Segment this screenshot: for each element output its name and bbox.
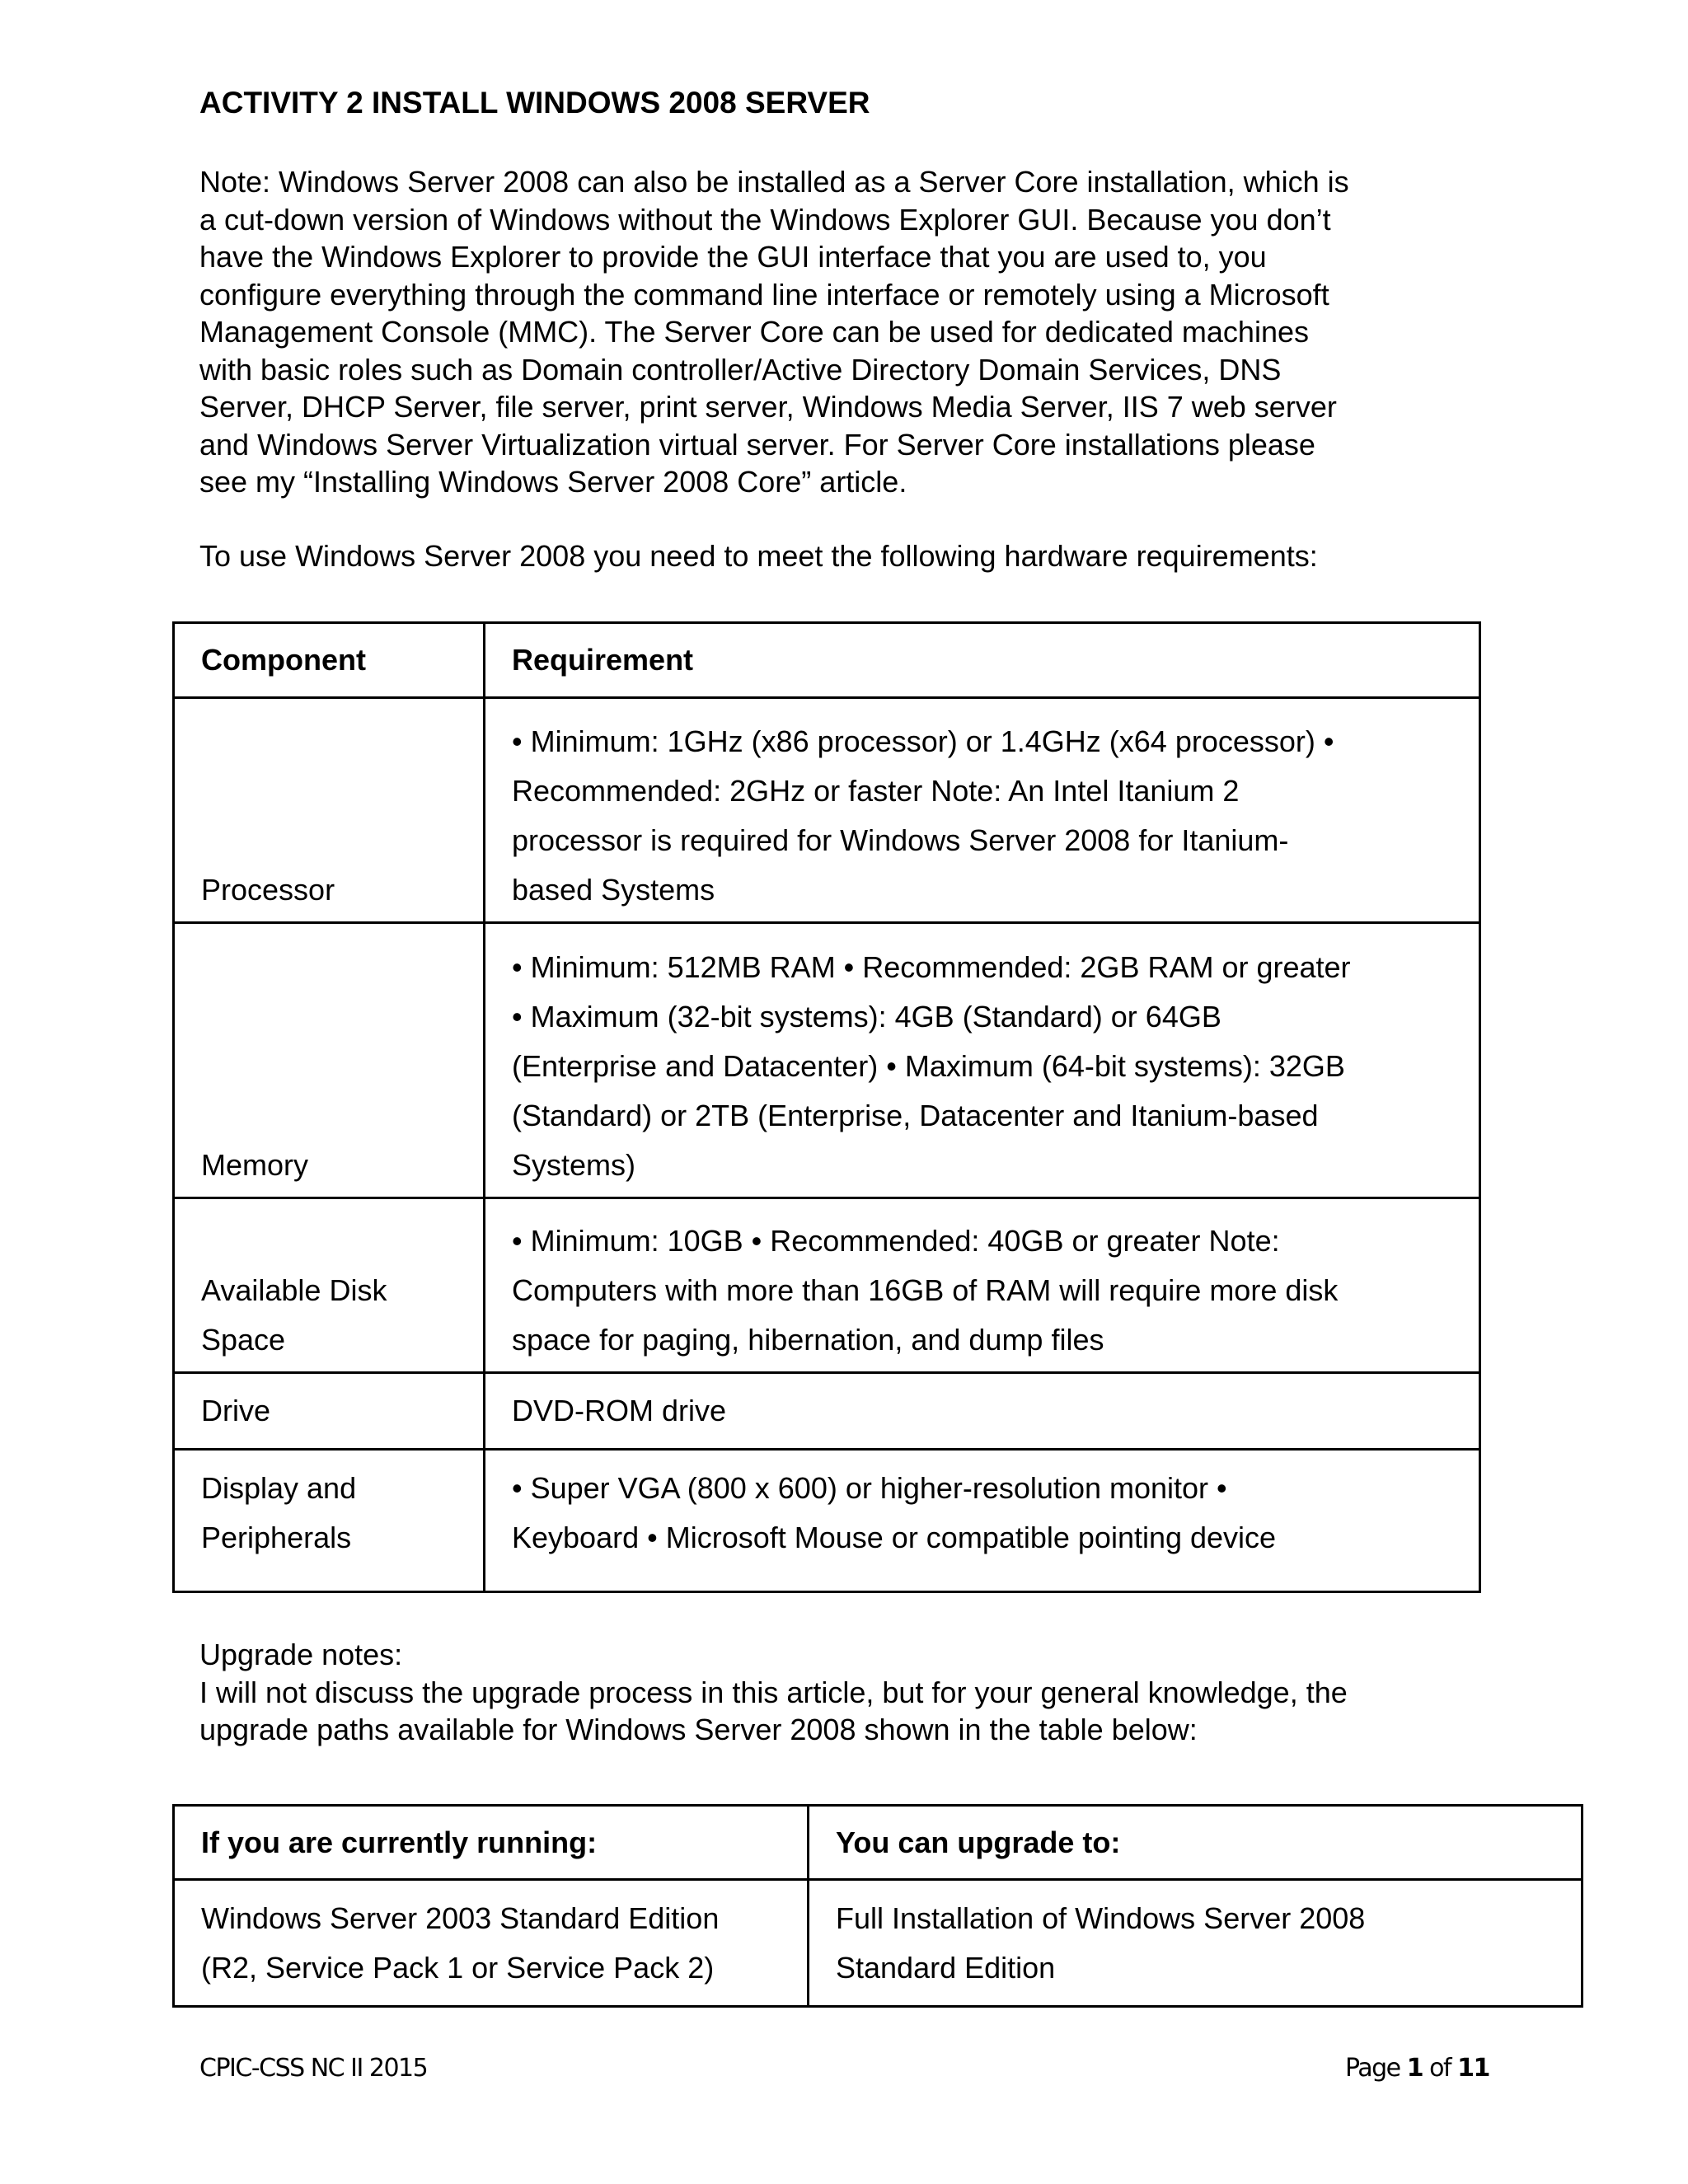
page-current: 1 bbox=[1406, 2054, 1423, 2083]
text-line: I will not discuss the upgrade process in this article, but for your general knowledge, the bbox=[199, 1675, 1348, 1709]
text-line: configure everything through the command line interface or remotely using a Microsoft bbox=[199, 277, 1329, 312]
requirements-lead bbox=[199, 537, 1485, 575]
component-cell bbox=[174, 1450, 485, 1592]
cell-text: processor is required for Windows Server 2008 for Itanium- bbox=[512, 823, 1289, 857]
cell-text: Standard Edition bbox=[836, 1950, 1056, 1985]
cell-text: (R2, Service Pack 1 or Service Pack 2) bbox=[201, 1950, 715, 1985]
cell-text: DVD-ROM drive bbox=[512, 1394, 727, 1427]
cell-text: (Enterprise and Datacenter) • Maximum (64-bit systems): 32GB bbox=[512, 1049, 1345, 1083]
cell-text: Full Installation of Windows Server 2008 bbox=[836, 1900, 1366, 1935]
table-row bbox=[174, 1450, 1480, 1592]
cell-text: • Minimum: 512MB RAM • Recommended: 2GB RAM or greater bbox=[512, 950, 1351, 984]
component-cell bbox=[174, 698, 485, 923]
cell-text: Drive bbox=[201, 1394, 271, 1427]
cell-text: • Minimum: 10GB • Recommended: 40GB or greater Note: bbox=[512, 1224, 1280, 1258]
cell-text: space for paging, hibernation, and dump files bbox=[512, 1323, 1104, 1357]
text-line: upgrade paths available for Windows Server 2008 shown in the table below: bbox=[199, 1713, 1198, 1746]
column-header-current: If you are currently running: bbox=[174, 1806, 809, 1880]
cell-text: based Systems bbox=[512, 873, 715, 907]
column-header-component: Component bbox=[174, 623, 485, 698]
intro-paragraph bbox=[199, 163, 1485, 501]
component-cell bbox=[174, 923, 485, 1198]
text-line: a cut-down version of Windows without the Windows Explorer GUI. Because you don’t bbox=[199, 202, 1331, 237]
cell-text: Computers with more than 16GB of RAM will require more disk bbox=[512, 1273, 1339, 1307]
table-row bbox=[174, 1373, 1480, 1450]
cell-text: Recommended: 2GHz or faster Note: An Intel Itanium 2 bbox=[512, 774, 1240, 808]
cell-text: Windows Server 2003 Standard Edition bbox=[201, 1900, 720, 1935]
section-heading: Upgrade notes: bbox=[199, 1638, 403, 1671]
current-os-cell bbox=[174, 1880, 809, 2007]
table-row bbox=[174, 698, 1480, 923]
text-line: Management Console (MMC). The Server Core can be used for dedicated machines bbox=[199, 315, 1309, 349]
hardware-requirements-table bbox=[172, 621, 1481, 1593]
text-line: Server, DHCP Server, file server, print server, Windows Media Server, IIS 7 web server bbox=[199, 390, 1337, 424]
cell-text: (Standard) or 2TB (Enterprise, Datacenter and Itanium-based bbox=[512, 1099, 1319, 1132]
text-line: To use Windows Server 2008 you need to meet the following hardware requirements: bbox=[199, 539, 1318, 573]
text-line: Note: Windows Server 2008 can also be installed as a Server Core installation, which is bbox=[199, 165, 1349, 199]
table-row bbox=[174, 1880, 1582, 2007]
requirement-cell bbox=[485, 923, 1480, 1198]
cell-text: Peripherals bbox=[201, 1521, 352, 1554]
upgrade-paths-table bbox=[172, 1804, 1583, 2008]
page-of: of bbox=[1429, 2054, 1451, 2083]
requirement-cell bbox=[485, 1373, 1480, 1450]
cell-text: Processor bbox=[201, 873, 335, 907]
table-header-row bbox=[174, 1806, 1582, 1880]
cell-text: Space bbox=[201, 1323, 286, 1357]
cell-text: • Super VGA (800 x 600) or higher-resolution monitor • bbox=[512, 1471, 1227, 1505]
page-total: 11 bbox=[1457, 2054, 1489, 2083]
page-label: Page bbox=[1345, 2054, 1400, 2083]
text-line: with basic roles such as Domain controller/Active Directory Domain Services, DNS bbox=[199, 352, 1282, 387]
component-cell bbox=[174, 1373, 485, 1450]
cell-text: Display and bbox=[201, 1471, 357, 1505]
column-header-requirement: Requirement bbox=[485, 623, 1480, 698]
requirement-cell bbox=[485, 698, 1480, 923]
page-title: ACTIVITY 2 INSTALL WINDOWS 2008 SERVER bbox=[199, 86, 870, 120]
cell-text: • Minimum: 1GHz (x86 processor) or 1.4GHz (x64 processor) • bbox=[512, 724, 1334, 758]
upgrade-target-cell bbox=[809, 1880, 1582, 2007]
upgrade-notes bbox=[199, 1636, 1485, 1749]
footer-course-label: CPIC-CSS NC II 2015 bbox=[199, 2054, 428, 2083]
requirement-cell bbox=[485, 1198, 1480, 1373]
component-cell bbox=[174, 1198, 485, 1373]
footer-page-number bbox=[1345, 2054, 1489, 2083]
table-row bbox=[174, 923, 1480, 1198]
table-header-row bbox=[174, 623, 1480, 698]
cell-text: Systems) bbox=[512, 1148, 636, 1182]
cell-text: Available Disk bbox=[201, 1273, 387, 1307]
column-header-upgrade-to: You can upgrade to: bbox=[809, 1806, 1582, 1880]
cell-text: Memory bbox=[201, 1148, 309, 1182]
text-line: have the Windows Explorer to provide the GUI interface that you are used to, you bbox=[199, 240, 1267, 274]
requirement-cell bbox=[485, 1450, 1480, 1592]
cell-text: • Maximum (32-bit systems): 4GB (Standard) or 64GB bbox=[512, 1000, 1221, 1033]
table-row bbox=[174, 1198, 1480, 1373]
text-line: see my “Installing Windows Server 2008 Core” article. bbox=[199, 465, 907, 499]
text-line: and Windows Server Virtualization virtual server. For Server Core installations please bbox=[199, 427, 1315, 462]
cell-text: Keyboard • Microsoft Mouse or compatible pointing device bbox=[512, 1521, 1277, 1554]
